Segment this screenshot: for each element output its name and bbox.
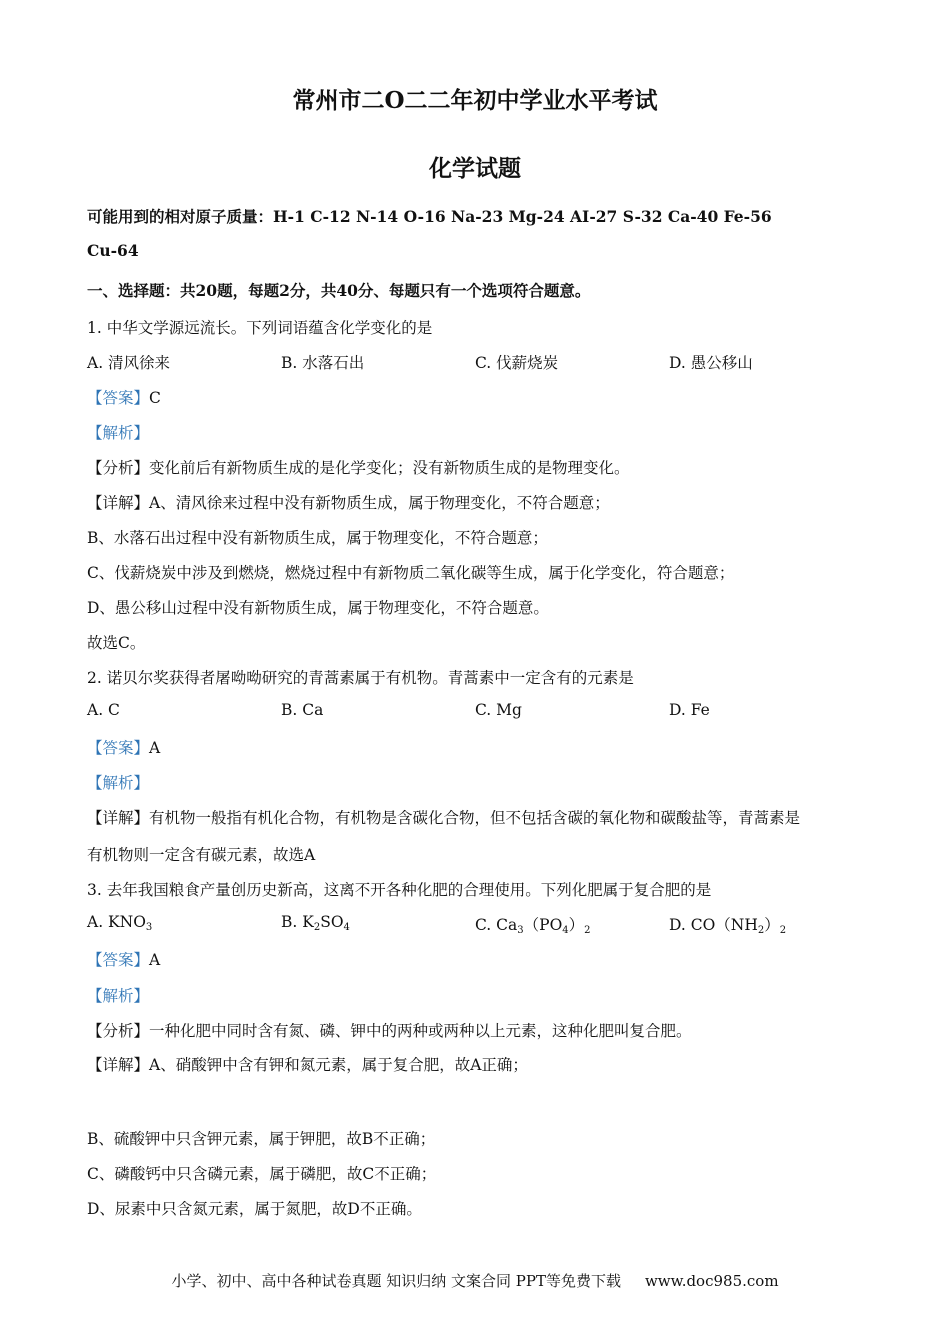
q2-answer: A xyxy=(149,739,161,757)
exam-title: 常州市二O二二年初中学业水平考试 xyxy=(292,87,658,114)
q1-conclusion: 故选C。 xyxy=(87,634,146,652)
q2-detail-cont: 有机物则一定含有碳元素，故选A xyxy=(87,846,316,864)
q3-option-c: C. $Ca_3(PO_4)_2$ xyxy=(475,916,591,936)
q3-detail-line xyxy=(87,1053,528,1075)
page-footer xyxy=(0,1270,950,1291)
q3-detail-d: D、尿素中只含氮元素，属于氮肥，故D不正确。 xyxy=(87,1200,422,1218)
question-1-stem: 1. 中华文学源远流长。下列词语蕴含化学变化的是 xyxy=(87,319,433,337)
q3-fenxi: 一种化肥中同时含有氮、磷、钾中的两种或两种以上元素，这种化肥叫复合肥。 xyxy=(149,1022,692,1040)
q1-analysis-tag: 【解析】 xyxy=(87,424,150,442)
q1-detail: A、清风徐来过程中没有新物质生成，属于物理变化，不符合题意； xyxy=(149,494,610,512)
q1-option-d: D. 愚公移山 xyxy=(669,354,753,372)
answer-tag: 【答案】 xyxy=(87,739,150,757)
q1-option-b: B. 水落石出 xyxy=(281,354,365,372)
q1-fenxi-line xyxy=(87,456,630,478)
footer-url[interactable]: www.doc985.com xyxy=(644,1272,779,1290)
q3-option-b: B. $K_2SO_4$ xyxy=(281,913,350,933)
question-2-stem: 2. 诺贝尔奖获得者屠呦呦研究的青蒿素属于有机物。青蒿素中一定含有的元素是 xyxy=(87,669,634,687)
atomic-masses-line-cont: Cu-64 xyxy=(87,241,139,260)
q2-detail-line xyxy=(87,806,800,828)
exam-subtitle: 化学试题 xyxy=(429,155,521,182)
q1-answer: C xyxy=(149,389,161,407)
q3-detail-c: C、磷酸钙中只含磷元素，属于磷肥，故C不正确； xyxy=(87,1165,437,1183)
q1-option-a: A. 清风徐来 xyxy=(87,354,171,372)
q2-option-d: D. Fe xyxy=(669,701,710,719)
q1-detail-c: C、伐薪烧炭中涉及到燃烧，燃烧过程中有新物质二氧化碳等生成，属于化学变化，符合题意； xyxy=(87,564,735,582)
q3-answer: A xyxy=(149,951,161,969)
q1-answer-line xyxy=(87,386,161,408)
answer-tag: 【答案】 xyxy=(87,951,150,969)
answer-tag: 【答案】 xyxy=(87,389,150,407)
detail-tag: 【详解】 xyxy=(87,1056,150,1074)
q3-detail-b: B、硫酸钾中只含钾元素，属于钾肥，故B不正确； xyxy=(87,1130,436,1148)
fenxi-tag: 【分析】 xyxy=(87,459,150,477)
q3-detail: A、硝酸钾中含有钾和氮元素，属于复合肥，故A正确； xyxy=(149,1056,528,1074)
question-3-stem: 3. 去年我国粮食产量创历史新高，这离不开各种化肥的合理使用。下列化肥属于复合肥的是 xyxy=(87,881,712,899)
q1-option-c: C. 伐薪烧炭 xyxy=(475,354,559,372)
q2-option-b: B. Ca xyxy=(281,701,324,719)
q2-option-a: A. C xyxy=(87,701,120,719)
q2-analysis-tag: 【解析】 xyxy=(87,774,150,792)
detail-tag: 【详解】 xyxy=(87,494,150,512)
atomic-masses-line: 可能用到的相对原子质量：H-1 C-12 N-14 O-16 Na-23 Mg-24 AI-27 S-32 Ca-40 Fe-56 xyxy=(87,207,772,226)
q2-option-c: C. Mg xyxy=(475,701,522,719)
q1-fenxi: 变化前后有新物质生成的是化学变化；没有新物质生成的是物理变化。 xyxy=(149,459,630,477)
q3-answer-line xyxy=(87,948,160,970)
fenxi-tag: 【分析】 xyxy=(87,1022,150,1040)
section-title: 一、选择题：共20题，每题2分，共40分、每题只有一个选项符合题意。 xyxy=(87,281,591,300)
q1-detail-b: B、水落石出过程中没有新物质生成，属于物理变化，不符合题意； xyxy=(87,529,548,547)
q3-option-d: D. $CO(NH_2)_2$ xyxy=(669,916,787,936)
q1-detail-line xyxy=(87,491,610,513)
q1-detail-d: D、愚公移山过程中没有新物质生成，属于物理变化，不符合题意。 xyxy=(87,599,549,617)
footer-text: 小学、初中、高中各种试卷真题 知识归纳 文案合同 PPT等免费下载 xyxy=(171,1272,621,1290)
q3-fenxi-line xyxy=(87,1019,692,1041)
q2-detail: 有机物一般指有机化合物，有机物是含碳化合物，但不包括含碳的氧化物和碳酸盐等，青蒿素是 xyxy=(149,809,801,827)
detail-tag: 【详解】 xyxy=(87,809,150,827)
q3-analysis-tag: 【解析】 xyxy=(87,987,150,1005)
q3-option-a: A. $KNO_3$ xyxy=(87,913,153,933)
q2-answer-line xyxy=(87,736,160,758)
